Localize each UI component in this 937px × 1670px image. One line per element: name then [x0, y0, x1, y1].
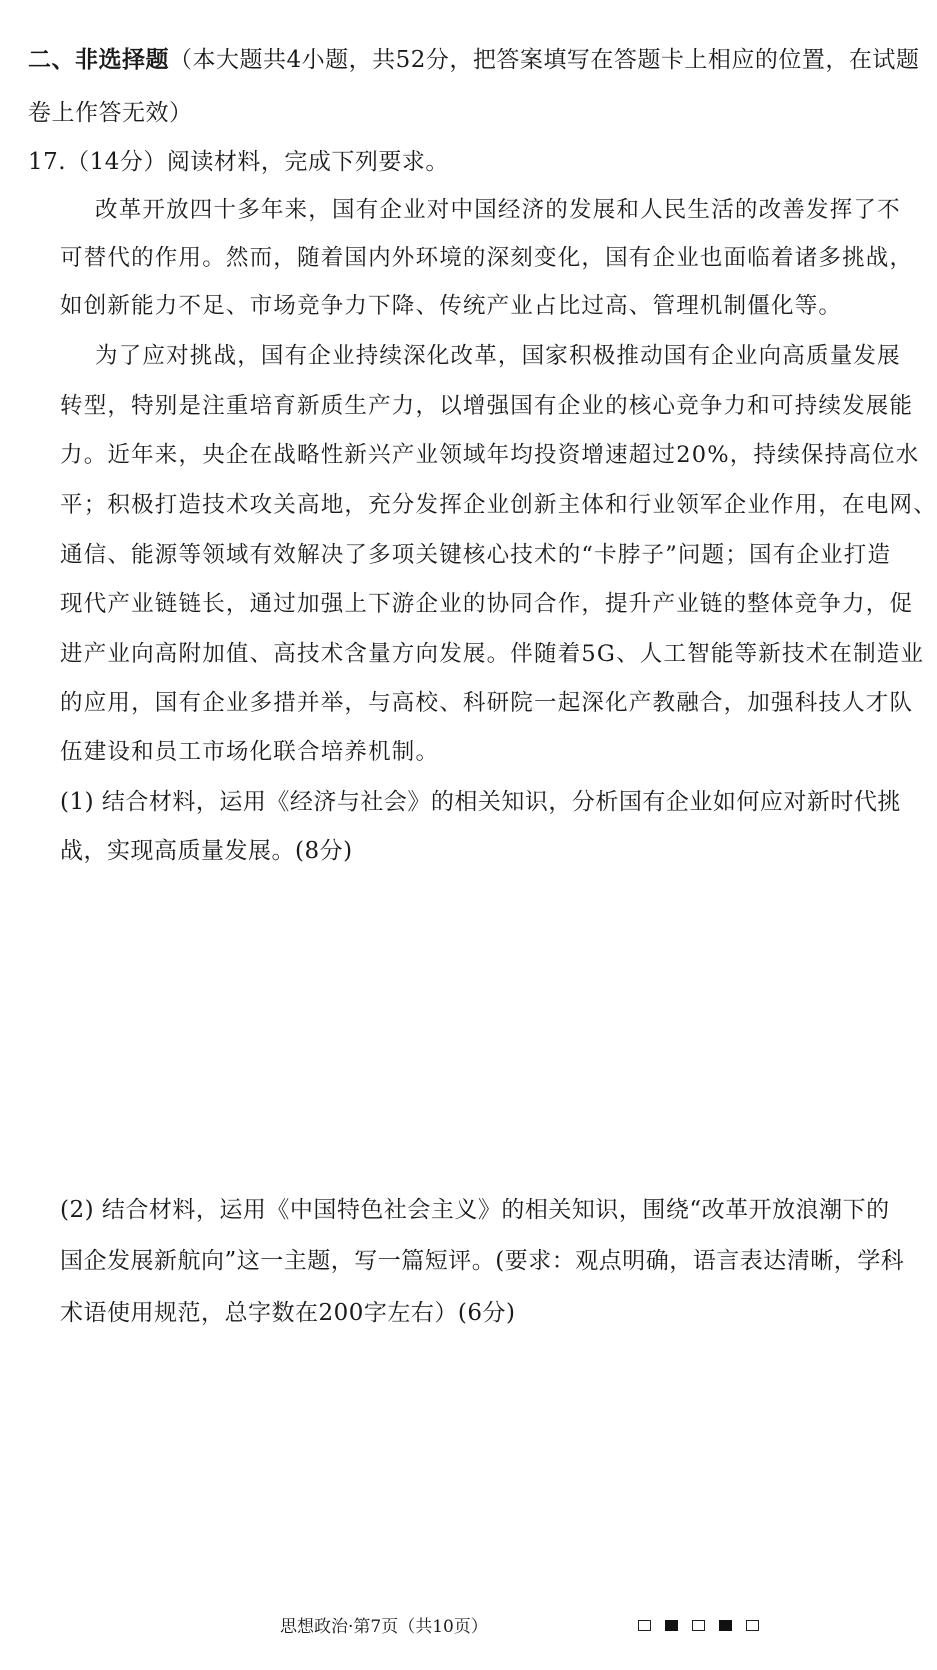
sub-question-2-line: 国企发展新航向”这一主题，写一篇短评。(要求：观点明确，语言表达清晰，学科	[60, 1248, 905, 1274]
hollow-square-marker-icon	[746, 1620, 759, 1631]
paragraph-2-line: 为了应对挑战，国有企业持续深化改革，国家积极推动国有企业向高质量发展	[95, 343, 901, 369]
paragraph-2-line: 伍建设和员工市场化联合培养机制。	[60, 739, 440, 765]
paragraph-2-line: 平；积极打造技术攻关高地，充分发挥企业创新主体和行业领军企业作用，在电网、	[60, 492, 937, 518]
solid-square-marker-icon	[719, 1620, 732, 1631]
sub-question-1-line: (1) 结合材料，运用《经济与社会》的相关知识，分析国有企业如何应对新时代挑	[60, 789, 901, 815]
sub-question-1-line: 战，实现高质量发展。(8分)	[60, 838, 353, 864]
answer-space-1	[60, 880, 740, 1180]
alignment-markers	[638, 1620, 759, 1631]
paragraph-2-line: 通信、能源等领域有效解决了多项关键核心技术的“卡脖子”问题；国有企业打造	[60, 542, 892, 568]
sub-question-2-line: 术语使用规范，总字数在200字左右）(6分)	[60, 1300, 516, 1326]
question-17-header: 17.（14分）阅读材料，完成下列要求。	[28, 149, 449, 175]
paragraph-1-line: 改革开放四十多年来，国有企业对中国经济的发展和人民生活的改善发挥了不	[95, 197, 901, 223]
paragraph-1-line: 如创新能力不足、市场竞争力下降、传统产业占比过高、管理机制僵化等。	[60, 293, 843, 319]
section-instruction-cont: 卷上作答无效）	[28, 100, 193, 126]
paragraph-2-line: 进产业向高附加值、高技术含量方向发展。伴随着5G、人工智能等新技术在制造业	[60, 641, 925, 667]
paragraph-2-line: 的应用，国有企业多措并举，与高校、科研院一起深化产教融合，加强科技人才队	[60, 690, 914, 716]
hollow-square-marker-icon	[638, 1620, 651, 1631]
section-heading	[28, 45, 919, 75]
hollow-square-marker-icon	[692, 1620, 705, 1631]
paragraph-2-line: 现代产业链链长，通过加强上下游企业的协同合作，提升产业链的整体竞争力，促	[60, 591, 914, 617]
page-number: 思想政治·第7页（共10页）	[280, 1617, 488, 1637]
paragraph-2-line: 转型，特别是注重培育新质生产力，以增强国有企业的核心竞争力和可持续发展能	[60, 393, 914, 419]
section-instruction: （本大题共4小题，共52分，把答案填写在答题卡上相应的位置，在试题	[169, 47, 920, 73]
answer-space-2	[60, 1345, 740, 1595]
solid-square-marker-icon	[665, 1620, 678, 1631]
section-title: 二、非选择题	[28, 46, 169, 73]
sub-question-2-line: (2) 结合材料，运用《中国特色社会主义》的相关知识，围绕“改革开放浪潮下的	[60, 1197, 890, 1223]
paragraph-1-line: 可替代的作用。然而，随着国内外环境的深刻变化，国有企业也面临着诸多挑战，	[60, 245, 914, 271]
paragraph-2-line: 力。近年来，央企在战略性新兴产业领域年均投资增速超过20%，持续保持高位水	[60, 442, 920, 468]
